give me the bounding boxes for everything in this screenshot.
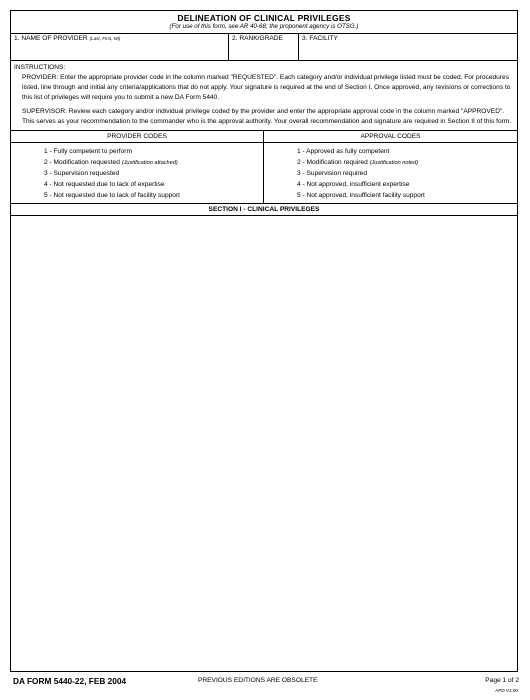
code-text: 4 - Not approved, insufficient expertise	[297, 181, 410, 188]
facility-label: 3. FACILITY	[302, 35, 338, 42]
code-note: (Justification noted)	[369, 160, 419, 166]
form-id: DA FORM 5440-22, FEB 2004	[13, 676, 127, 686]
approval-code-item	[297, 179, 517, 190]
name-of-provider-field[interactable]	[11, 34, 229, 60]
code-text: 2 - Modification required	[297, 159, 368, 166]
provider-instructions: PROVIDER: Enter the appropriate provider code in the column marked "REQUESTED". Each category and/or individual privilege listed must be coded. For procedures listed, line through and initial any criteria/applications that do not apply. Your signature is required at the end of Section I. Once approved, any revisions or corrections to this list of privileges will require you to submit a new DA Form 5440.	[22, 74, 511, 101]
code-text: 2 - Modification requested	[44, 159, 120, 166]
provider-code-item	[44, 146, 263, 157]
page-number: Page 1 of 2	[485, 677, 519, 684]
provider-codes-column	[11, 131, 264, 203]
approval-code-item	[297, 146, 517, 157]
provider-info-row	[11, 34, 517, 61]
provider-codes-heading: PROVIDER CODES	[11, 131, 263, 143]
code-text: 4 - Not requested due to lack of expertise	[44, 181, 165, 188]
provider-code-item	[44, 190, 263, 201]
form-footer	[13, 676, 519, 688]
rank-grade-field[interactable]	[229, 34, 299, 60]
code-text: 1 - Fully competent to perform	[44, 148, 132, 155]
form-header	[11, 11, 517, 34]
approval-code-item	[297, 168, 517, 179]
instructions-heading: INSTRUCTIONS:	[14, 64, 66, 71]
approval-codes-heading: APPROVAL CODES	[264, 131, 517, 143]
code-text: 5 - Not requested due to lack of facility support	[44, 192, 180, 199]
provider-codes-list	[11, 143, 263, 203]
instructions-block	[11, 61, 517, 131]
section-i-heading: SECTION I - CLINICAL PRIVILEGES	[11, 204, 517, 216]
codes-table	[11, 131, 517, 204]
form-subtitle: (For use of this form, see AR 40-68; the proponent agency is OTSG.)	[169, 23, 359, 30]
name-hint: (Last, First, MI)	[89, 36, 121, 41]
provider-code-item	[44, 168, 263, 179]
name-of-provider-label: 1. NAME OF PROVIDER	[14, 35, 88, 42]
facility-field[interactable]	[299, 34, 517, 60]
code-text: 5 - Not approved, insufficient facility support	[297, 192, 425, 199]
rank-grade-label: 2. RANK/GRADE	[232, 35, 283, 42]
approval-code-item	[297, 157, 517, 168]
approval-codes-list	[264, 143, 517, 203]
previous-editions-notice: PREVIOUS EDITIONS ARE OBSOLETE	[198, 677, 318, 684]
privileges-content-area[interactable]	[11, 216, 517, 656]
form-title: DELINEATION OF CLINICAL PRIVILEGES	[177, 13, 351, 23]
provider-code-item	[44, 157, 263, 168]
code-text: 3 - Supervision required	[297, 170, 368, 177]
code-text: 1 - Approved as fully competent	[297, 148, 390, 155]
approval-codes-column	[264, 131, 517, 203]
provider-code-item	[44, 179, 263, 190]
form-frame	[10, 10, 518, 672]
approval-code-item	[297, 190, 517, 201]
code-note: (Justification attached)	[121, 160, 178, 166]
code-text: 3 - Supervision requested	[44, 170, 120, 177]
supervisor-instructions: SUPERVISOR: Review each category and/or individual privilege coded by the provider and enter the appropriate approval code in the column marked "APPROVED". This serves as your recommendation to the commander who is the approval authority. Your overall recommendation and signature are required in Section II of this form.	[22, 108, 512, 125]
version-label: APD V1.00	[495, 688, 518, 693]
